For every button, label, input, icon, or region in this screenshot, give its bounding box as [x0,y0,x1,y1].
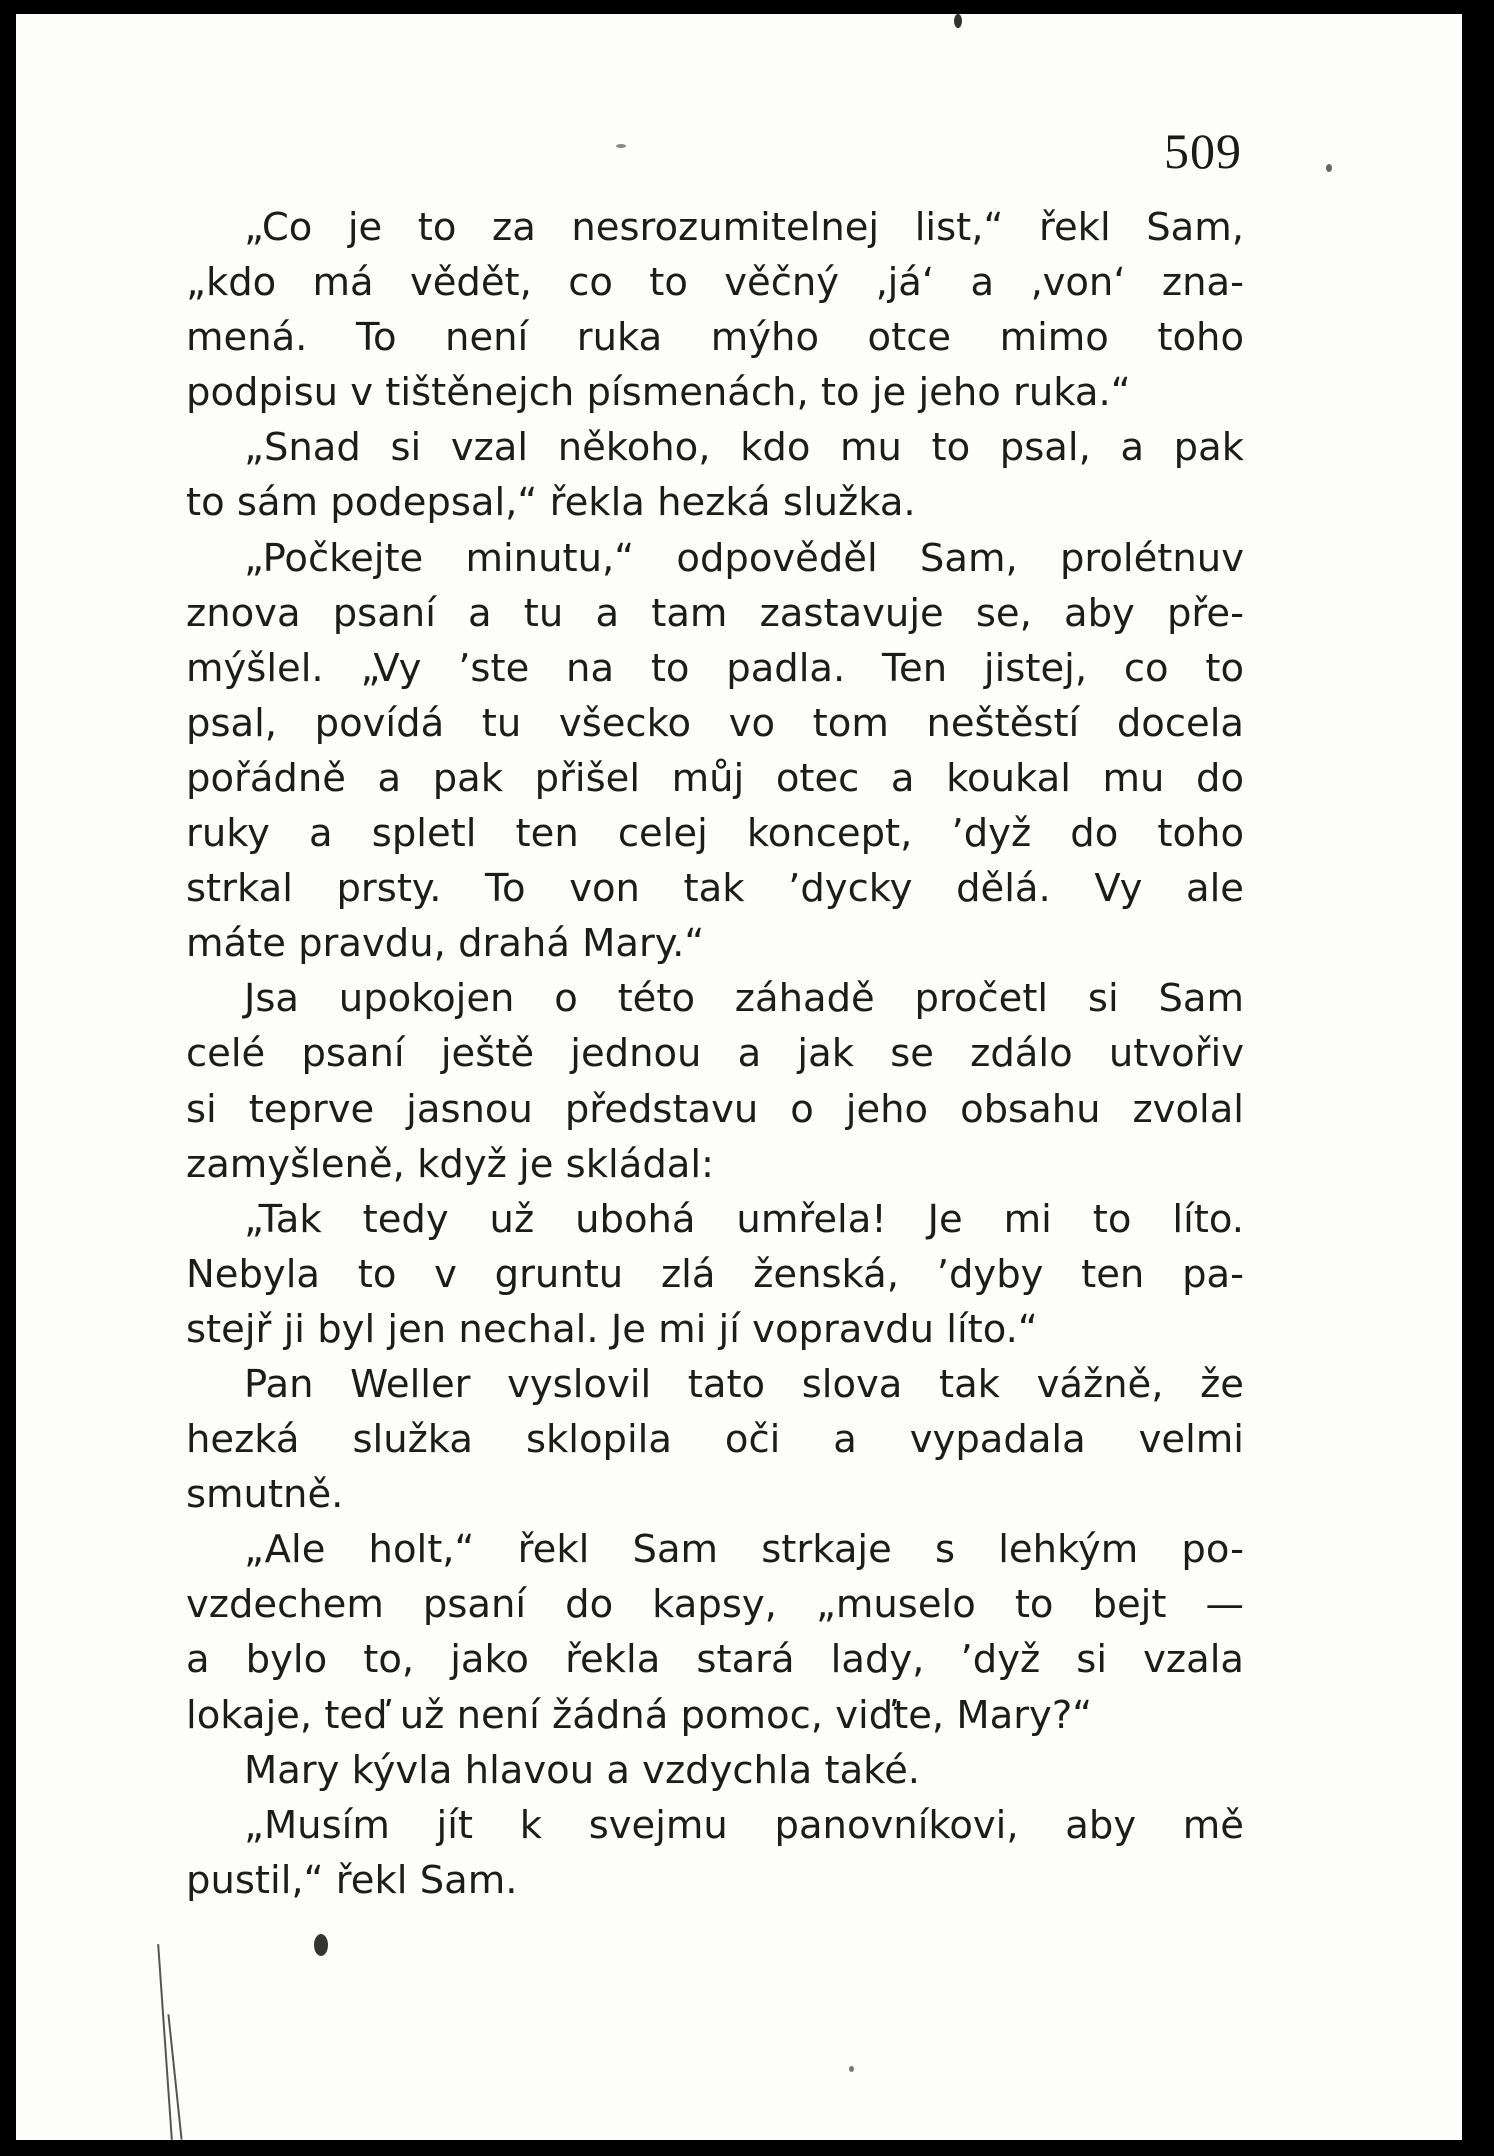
ink-speck [616,144,626,148]
ink-speck [849,2066,854,2072]
ink-speck [1326,164,1332,172]
text-line: zamyšleně, když je skládal: [186,1141,715,1187]
text-line: „kdo má vědět, co to věčný ‚já‘ a ‚von‘ zna- [186,260,1244,306]
text-line: si teprve jasnou představu o jeho obsahu zvolal [186,1086,1244,1132]
text-line: a bylo to, jako řekla stará lady, ’dyž si vzala [186,1637,1244,1683]
text-line: „Ale holt,“ řekl Sam strkaje s lehkým po- [244,1527,1244,1573]
text-line: mýšlel. „Vy ’ste na to padla. Ten jistej, co to [186,645,1244,691]
text-line: hezká služka sklopila oči a vypadala velmi [186,1417,1244,1463]
body-text [186,200,1244,1908]
text-line: „Snad si vzal někoho, kdo mu to psal, a pak [244,425,1244,471]
text-line: Nebyla to v gruntu zlá ženská, ’dyby ten pa- [186,1251,1244,1297]
ink-speck [314,1934,328,1956]
text-line: pustil,“ řekl Sam. [186,1857,518,1903]
text-line: pořádně a pak přišel můj otec a koukal mu do [186,755,1244,801]
text-line: ruky a spletl ten celej koncept, ’dyž do toho [186,811,1244,857]
text-line: mená. To není ruka mýho otce mimo toho [186,315,1244,361]
text-line: smutně. [186,1472,344,1518]
page-number: 509 [1164,123,1242,179]
ink-speck [954,14,962,28]
text-line: lokaje, teď už není žádná pomoc, viďte, Mary?“ [186,1692,1093,1738]
text-line: „Tak tedy už ubohá umřela! Je mi to líto. [244,1196,1244,1242]
text-line: Jsa upokojen o této záhadě pročetl si Sam [244,976,1244,1022]
text-line: „Počkejte minutu,“ odpověděl Sam, prolétnuv [244,535,1244,581]
text-line: Mary kývla hlavou a vzdychla také. [244,1747,921,1793]
text-line: to sám podepsal,“ řekla hezká služka. [186,480,916,526]
text-line: podpisu v tištěnejch písmenách, to je jeho ruka.“ [186,370,1131,416]
text-line: vzdechem psaní do kapsy, „muselo to bejt — [186,1582,1244,1628]
text-line: stejř ji byl jen nechal. Je mi jí vopravdu líto.“ [186,1306,1038,1352]
text-line: strkal prsty. To von tak ’dycky dělá. Vy ale [186,866,1244,912]
text-line: Pan Weller vyslovil tato slova tak vážně, že [244,1361,1244,1407]
text-line: „Co je to za nesrozumitelnej list,“ řekl Sam, [244,205,1244,250]
text-line: psal, povídá tu všecko vo tom neštěstí docela [186,700,1244,746]
text-line: máte pravdu, drahá Mary.“ [186,921,705,967]
text-line: „Musím jít k svejmu panovníkovi, aby mě [244,1802,1244,1848]
book-page [16,14,1462,2140]
text-line: znova psaní a tu a tam zastavuje se, aby pře- [186,590,1244,636]
text-line: celé psaní ještě jednou a jak se zdálo utvořiv [186,1031,1244,1077]
